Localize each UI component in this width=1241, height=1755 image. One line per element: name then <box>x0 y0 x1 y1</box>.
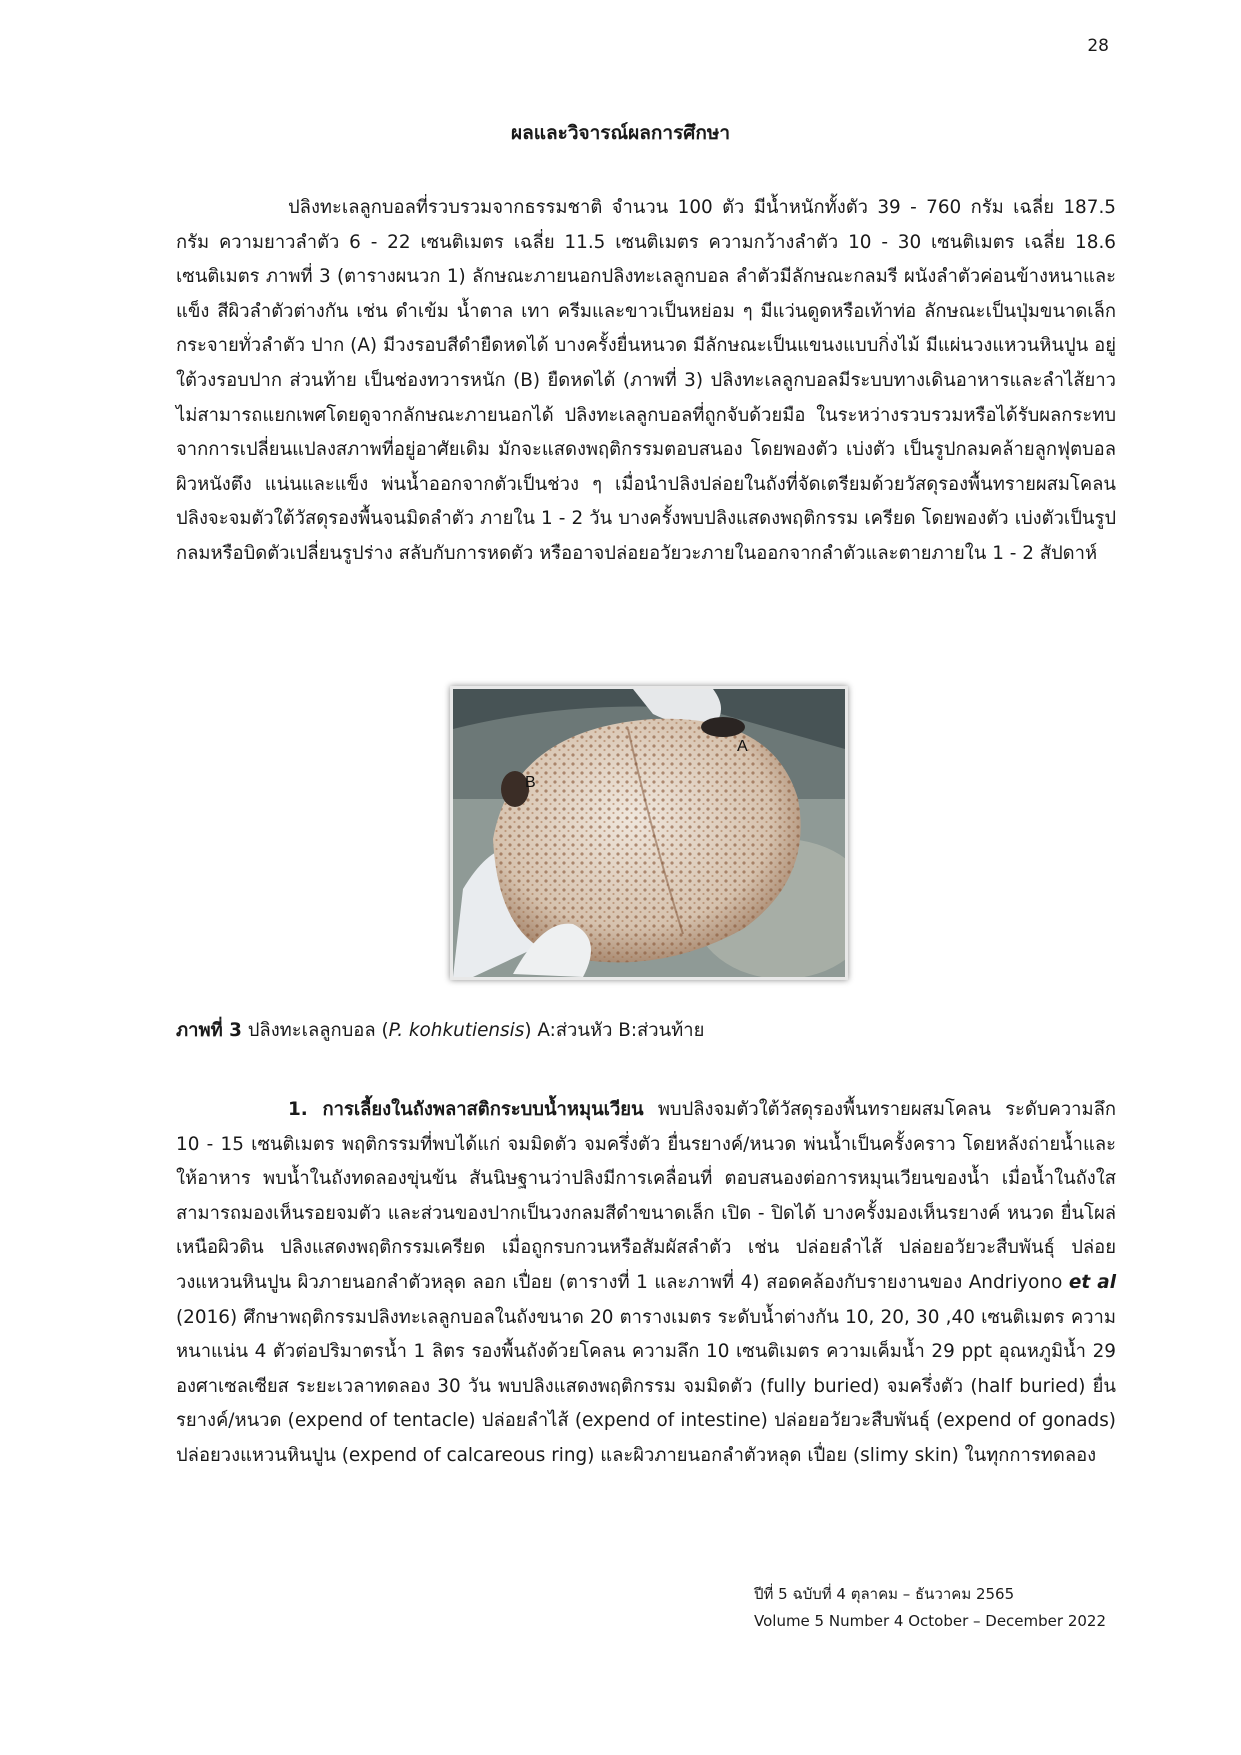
paragraph-bold-lead: 1. การเลี้ยงในถังพลาสติกระบบน้ำหมุนเวียน <box>288 1099 644 1120</box>
footer-english: Volume 5 Number 4 October – December 2022 <box>754 1612 1106 1630</box>
label-b: B <box>525 774 536 791</box>
figure-sea-cucumber-photo <box>450 686 848 980</box>
caption-post: ) A:ส่วนหัว B:ส่วนท้าย <box>524 1020 705 1041</box>
paragraph-results <box>176 191 1116 572</box>
page-number: 28 <box>1087 36 1109 56</box>
label-a: A <box>737 738 748 755</box>
paragraph-plastic-tank <box>176 1093 1116 1474</box>
caption-species: P. kohkutiensis <box>388 1020 525 1041</box>
paragraph-results-text: ปลิงทะเลลูกบอลที่รวบรวมจากธรรมชาติ จำนวน 100 ตัว มีน้ำหนักทั้งตัว 39 - 760 กรัม เฉลี่ย 187.5 กรัม ความยาวลำตัว 6 - 22 เซนติเมตร เฉลี่ย 11.5 เซนติเมตร ความกว้างลำตัว 10 - 30 เซนติเมตร เฉลี่ย 18.6 เซนติเมตร ภาพที่ 3 (ตารางผนวก 1) ลักษณะภายนอกปลิงทะเลลูกบอล ลำตัวมีลักษณะกลมรี ผนังลำตัวค่อนข้างหนาและแข็ง สีผิวลำตัวต่างกัน เช่น ดำเข้ม น้ำตาล เทา ครีมและขาวเป็นหย่อม ๆ มีแว่นดูดหรือเท้าท่อ ลักษณะเป็นปุ่มขนาดเล็กกระจายทั่วลำตัว ปาก (A) มีวงรอบสีดำยืดหดได้ บางครั้งยื่นหนวด มีลักษณะเป็นแขนงแบบกิ่งไม้ มีแผ่นวงแหวนหินปูน อยู่ใต้วงรอบปาก ส่วนท้าย เป็นช่องทวารหนัก (B) ยืดหดได้ (ภาพที่ 3) ปลิงทะเลลูกบอลมีระบบทางเดินอาหารและลำไส้ยาว ไม่สามารถแยกเพศโดยดูจากลักษณะภายนอกได้ ปลิงทะเลลูกบอลที่ถูกจับด้วยมือ ในระหว่างรวบรวมหรือได้รับผลกระทบจากการเปลี่ยนแปลงสภาพที่อยู่อาศัยเดิม มักจะแสดงพฤติกรรมตอบสนอง โดยพองตัว เบ่งตัว เป็นรูปกลมคล้ายลูกฟุตบอล ผิวหนังตึง แน่นและแข็ง พ่นน้ำออกจากตัวเป็นช่วง ๆ เมื่อนำปลิงปล่อยในถังที่จัดเตรียมด้วยวัสดุรองพื้นทรายผสมโคลน ปลิงจะจมตัวใต้วัสดุรองพื้นจนมิดลำตัว ภายใน 1 - 2 วัน บางครั้งพบปลิงแสดงพฤติกรรม เครียด โดยพองตัว เบ่งตัวเป็นรูปกลมหรือบิดตัวเปลี่ยนรูปร่าง สลับกับการหดตัว หรืออาจปล่อยอวัยวะภายในออกจากลำตัวและตายภายใน 1 - 2 สัปดาห์ <box>176 197 1116 564</box>
caption-pre: ปลิงทะเลลูกบอล ( <box>241 1020 389 1041</box>
section-heading: ผลและวิจารณ์ผลการศึกษา <box>510 122 731 144</box>
paragraph-et-al: et al <box>1068 1271 1116 1293</box>
mouth-region-a <box>701 717 745 737</box>
caption-label: ภาพที่ 3 <box>176 1020 242 1041</box>
sea-cucumber-illustration <box>453 689 845 977</box>
footer-thai: ปีที่ 5 ฉบับที่ 4 ตุลาคม – ธันวาคม 2565 <box>754 1585 1015 1603</box>
paragraph-text-1: พบปลิงจมตัวใต้วัสดุรองพื้นทรายผสมโคลน ระดับความลึก 10 - 15 เซนติเมตร พฤติกรรมที่พบได้แก่ จมมิดตัว จมครึ่งตัว ยื่นรยางค์/หนวด พ่นน้ำเป็นครั้งคราว โดยหลังถ่ายน้ำและให้อาหาร พบน้ำในถังทดลองขุ่นข้น สันนิษฐานว่าปลิงมีการเคลื่อนที่ ตอบสนองต่อการหมุนเวียนของน้ำ เมื่อน้ำในถังใสสามารถมองเห็นรอยจมตัว และส่วนของปากเป็นวงกลมสีดำขนาดเล็ก เปิด - ปิดได้ บางครั้งมองเห็นรยางค์ หนวด ยื่นโผล่เหนือผิวดิน ปลิงแสดงพฤติกรรมเครียด เมื่อถูกรบกวนหรือสัมผัสลำตัว เช่น ปล่อยลำไส้ ปล่อยอวัยวะสืบพันธุ์ ปล่อยวงแหวนหินปูน ผิวภายนอกลำตัวหลุด ลอก เปื่อย (ตารางที่ 1 และภาพที่ 4) สอดคล้องกับรายงานของ Andriyono <box>176 1099 1116 1293</box>
paragraph-text-2: (2016) ศึกษาพฤติกรรมปลิงทะเลลูกบอลในถังขนาด 20 ตารางเมตร ระดับน้ำต่างกัน 10, 20, 30 ,40 เซนติเมตร ความหนาแน่น 4 ตัวต่อปริมาตรน้ำ 1 ลิตร รองพื้นถังด้วยโคลน ความลึก 10 เซนติเมตร ความเค็มน้ำ 29 ppt อุณหภูมิน้ำ 29 องศาเซลเซียส ระยะเวลาทดลอง 30 วัน พบปลิงแสดงพฤติกรรม จมมิดตัว (fully buried) จมครึ่งตัว (half buried) ยื่นรยางค์/หนวด (expend of tentacle) ปล่อยลำไส้ (expend of intestine) ปล่อยอวัยวะสืบพันธุ์ (expend of gonads) ปล่อยวงแหวนหินปูน (expend of calcareous ring) และผิวภายนอกลำตัวหลุด เปื่อย (slimy skin) ในทุกการทดลอง <box>176 1306 1116 1466</box>
figure-caption <box>176 1016 704 1045</box>
